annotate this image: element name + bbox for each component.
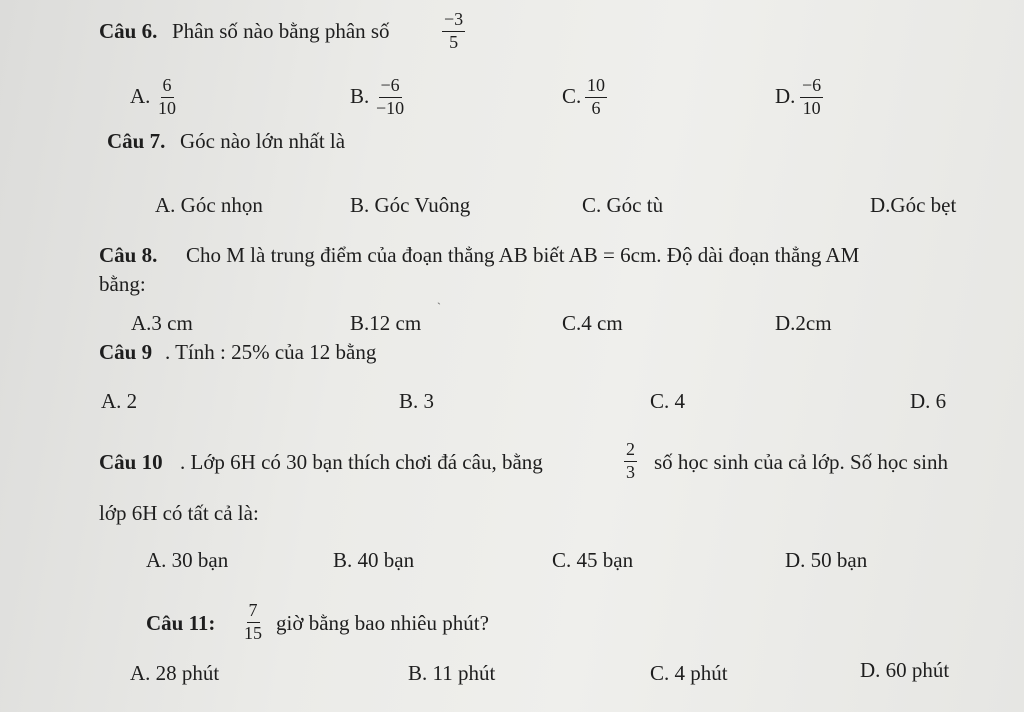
q6-option-b-letter: B. <box>350 84 370 108</box>
q9-option-a: A. 2 <box>101 389 138 413</box>
q6-fraction-den: 5 <box>449 31 459 52</box>
q6-option-b-den: −10 <box>376 97 405 118</box>
q10-option-b: B. 40 bạn <box>333 548 415 572</box>
q7-label: Câu 7. <box>107 129 166 153</box>
q7-option-d: D.Góc bẹt <box>870 193 957 217</box>
q8-option-c: C.4 cm <box>562 311 623 335</box>
q6-option-d-den: 10 <box>802 97 821 118</box>
q6-fraction-num: −3 <box>442 10 465 32</box>
q6-option-c-letter: C. <box>562 84 582 108</box>
q11-option-a: A. 28 phút <box>130 661 220 685</box>
stray-mark: ` <box>437 300 441 314</box>
q6-option-a-fraction <box>156 76 178 119</box>
q6-text: Phân số nào bằng phân số <box>172 19 390 43</box>
q8-label: Câu 8. <box>99 243 158 267</box>
q6-label: Câu 6. <box>99 19 158 43</box>
q9-option-b: B. 3 <box>399 389 435 413</box>
q10-text-before: . Lớp 6H có 30 bạn thích chơi đá câu, bằng <box>180 450 543 474</box>
q6-option-d-letter: D. <box>775 84 796 108</box>
q10-text-line2: lớp 6H có tất cả là: <box>99 501 259 525</box>
q8-option-d: D.2cm <box>775 311 832 335</box>
q10-text-after: số học sinh của cả lớp. Số học sinh <box>654 450 948 474</box>
q10-fraction <box>624 440 637 483</box>
q8-option-b: B.12 cm <box>350 311 422 335</box>
q11-fraction-num: 7 <box>247 601 260 623</box>
q11-fraction <box>242 601 264 644</box>
q11-fraction-den: 15 <box>244 622 262 643</box>
q8-option-a: A.3 cm <box>131 311 193 335</box>
q9-option-c: C. 4 <box>650 389 686 413</box>
q10-option-d: D. 50 bạn <box>785 548 868 572</box>
q9-label: Câu 9 <box>99 340 153 364</box>
q6-fraction <box>442 10 465 53</box>
q6-option-d-fraction <box>800 76 823 119</box>
q9-text: . Tính : 25% của 12 bằng <box>165 340 377 364</box>
q10-fraction-num: 2 <box>624 440 637 462</box>
q6-option-d-num: −6 <box>800 76 823 98</box>
q6-option-c-fraction <box>585 76 607 119</box>
q8-text-line2: bằng: <box>99 272 146 296</box>
q6-option-b-fraction <box>374 76 406 119</box>
q6-option-c-num: 10 <box>585 76 607 98</box>
q6-option-b-num: −6 <box>379 76 402 98</box>
q9-option-d: D. 6 <box>910 389 947 413</box>
q11-option-c: C. 4 phút <box>650 661 728 685</box>
q11-option-b: B. 11 phút <box>408 661 496 685</box>
q11-label: Câu 11: <box>146 611 216 635</box>
q11-text: giờ bằng bao nhiêu phút? <box>276 611 489 635</box>
q7-option-c: C. Góc tù <box>582 193 664 217</box>
q10-label: Câu 10 <box>99 450 163 474</box>
q6-option-a-den: 10 <box>158 97 176 118</box>
q10-fraction-den: 3 <box>626 461 635 482</box>
q7-option-b: B. Góc Vuông <box>350 193 471 217</box>
q6-option-a-letter: A. <box>130 84 151 108</box>
q10-option-c: C. 45 bạn <box>552 548 634 572</box>
q6-option-c-den: 6 <box>591 97 601 118</box>
q7-option-a: A. Góc nhọn <box>155 193 263 217</box>
q6-option-a-num: 6 <box>161 76 174 98</box>
q10-option-a: A. 30 bạn <box>146 548 229 572</box>
q11-option-d: D. 60 phút <box>860 658 950 682</box>
q8-text-line1: Cho M là trung điểm của đoạn thẳng AB biết AB = 6cm. Độ dài đoạn thẳng AM <box>186 243 860 267</box>
q7-text: Góc nào lớn nhất là <box>180 129 346 153</box>
